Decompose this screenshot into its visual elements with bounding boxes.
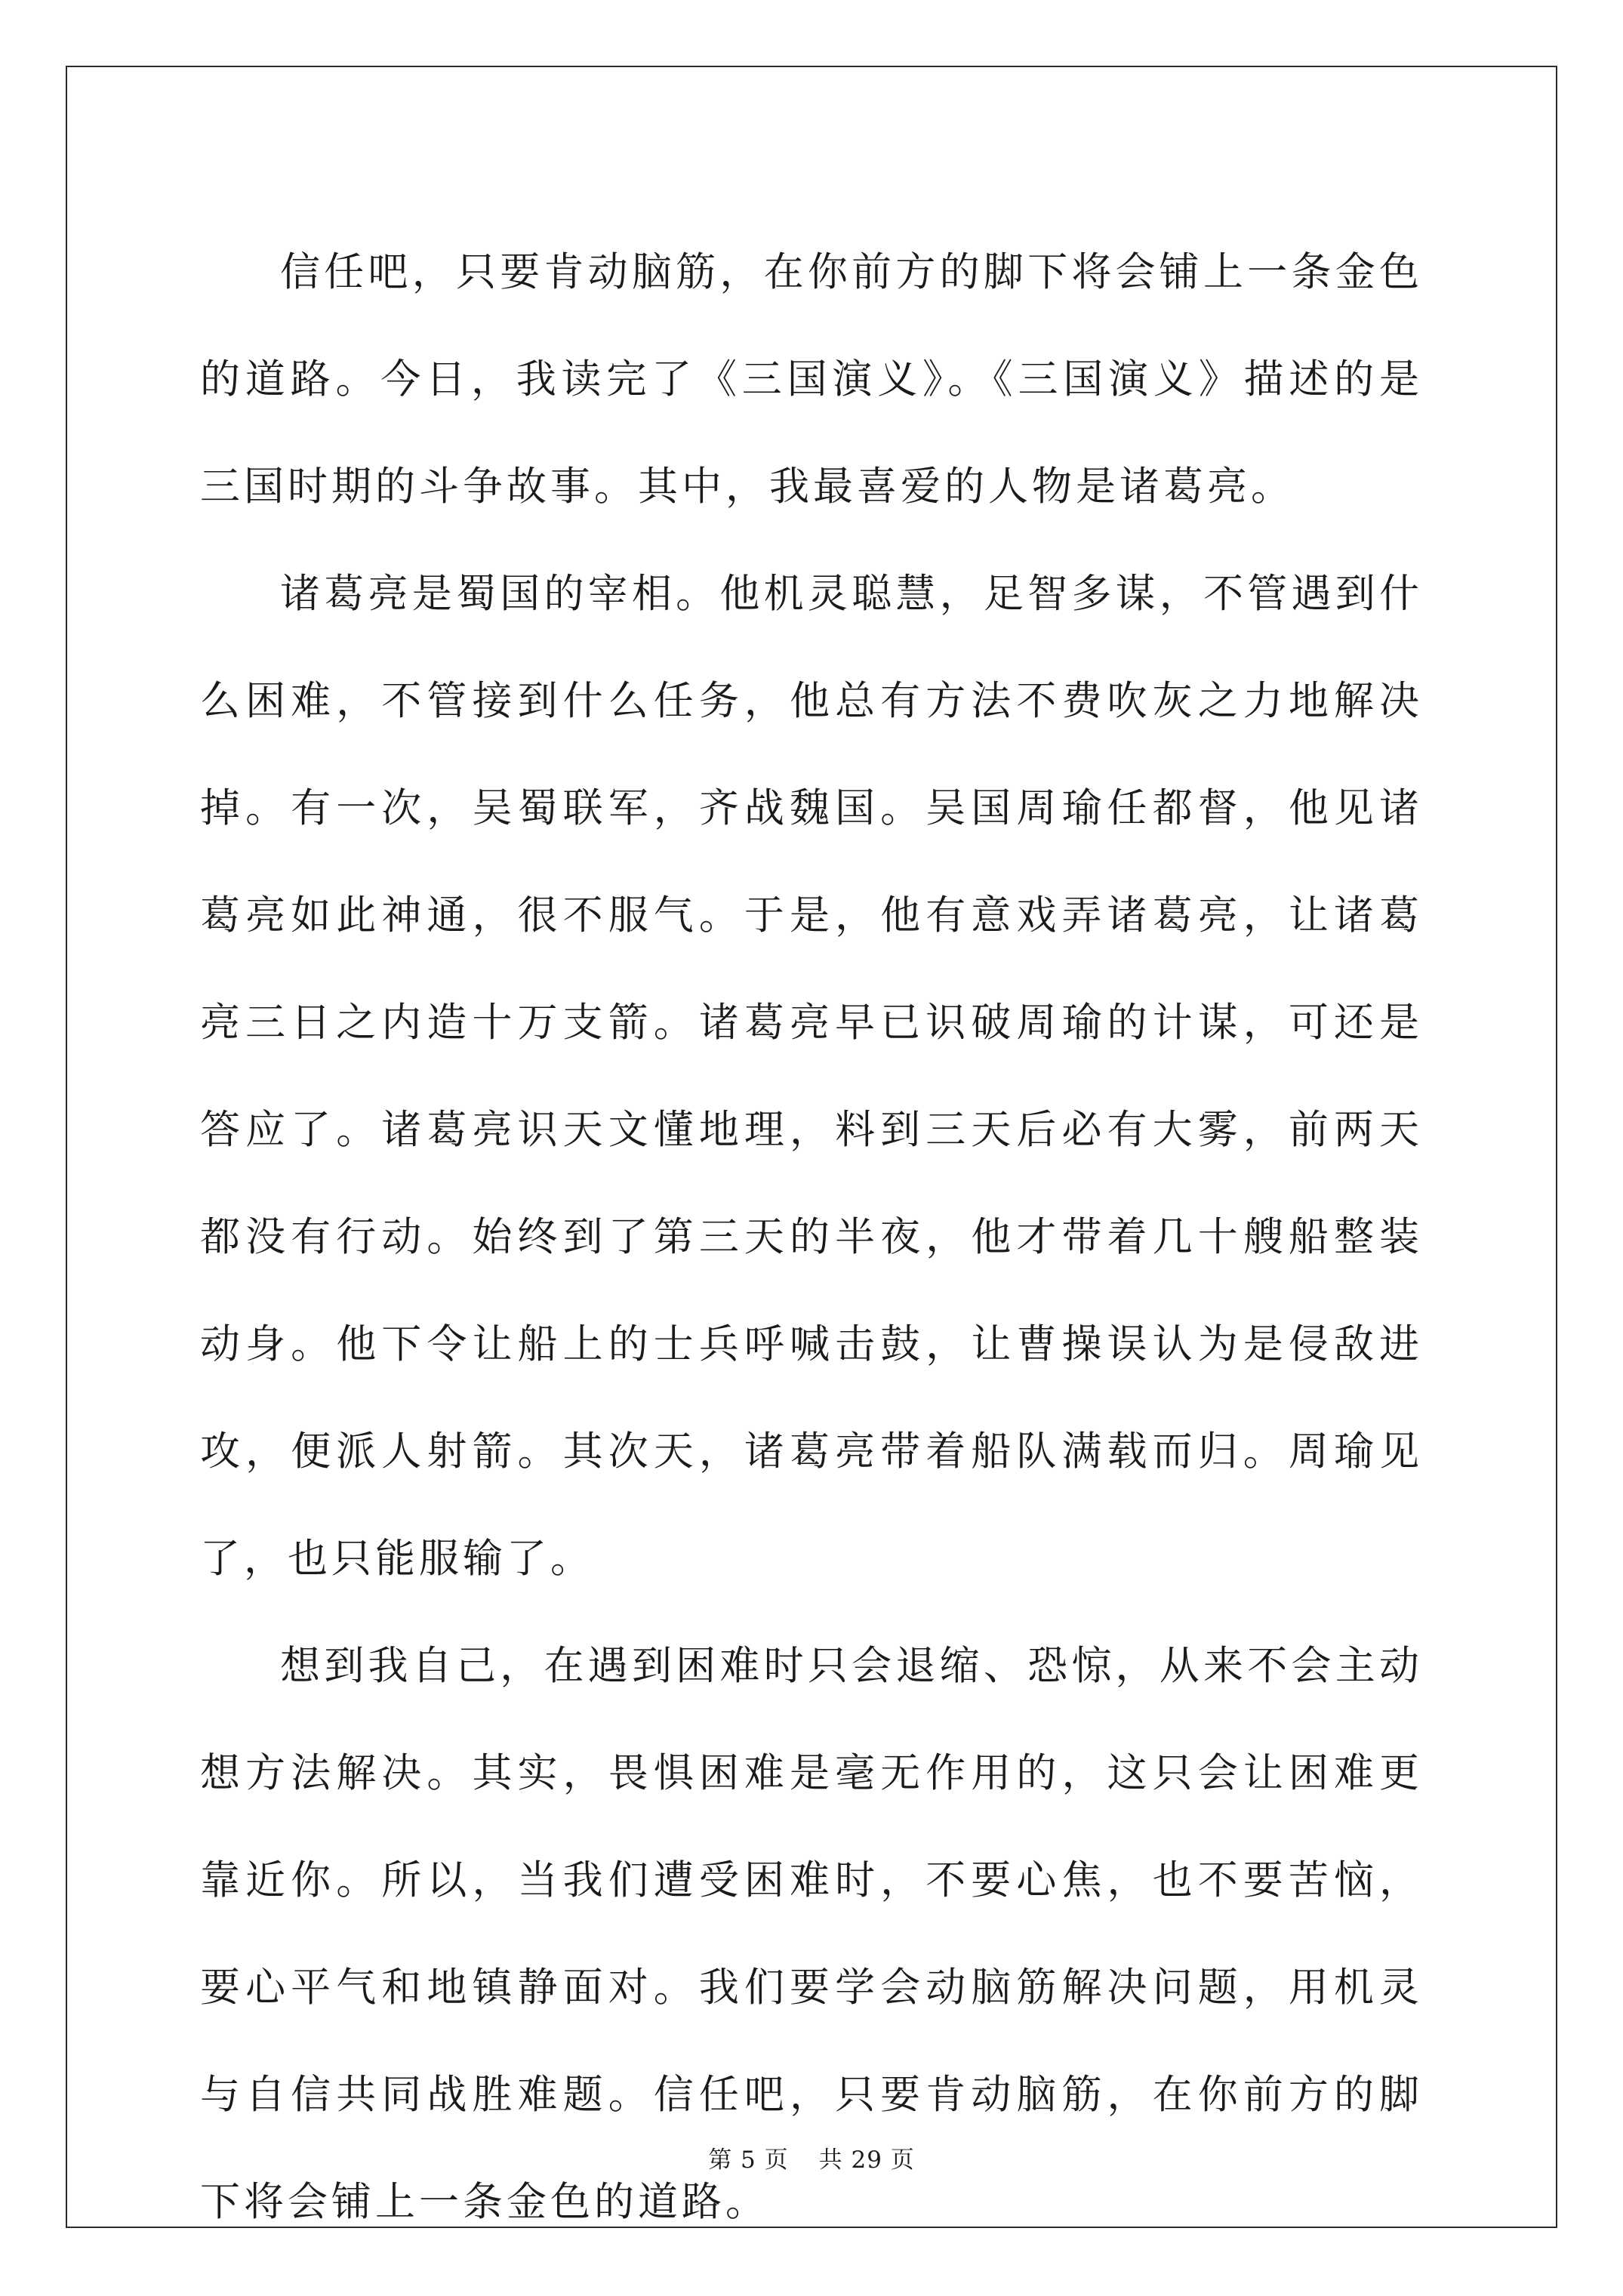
- page-footer: [0, 2140, 1623, 2174]
- total-pages: 共 29 页: [818, 2147, 915, 2174]
- document-body: [200, 219, 1423, 2256]
- paragraph-2: 诸葛亮是蜀国的宰相。他机灵聪慧，足智多谋，不管遇到什么困难，不管接到什么任务，他总有方法不费吹灰之力地解决掉。有一次，吴蜀联军，齐战魏国。吴国周瑜任都督，他见诸葛亮如此神通，很不服气。于是，他有意戏弄诸葛亮，让诸葛亮三日之内造十万支箭。诸葛亮早已识破周瑜的计谋，可还是答应了。诸葛亮识天文懂地理，料到三天后必有大雾，前两天都没有行动。始终到了第三天的半夜，他才带着几十艘船整装动身。他下令让船上的士兵呼喊击鼓，让曹操误认为是侵敌进攻，便派人射箭。其次天，诸葛亮带着船队满载而归。周瑜见了，也只能服输了。: [200, 571, 1423, 1582]
- paragraph-3: 想到我自己，在遇到困难时只会退缩、恐惊，从来不会主动想方法解决。其实，畏惧困难是毫无作用的，这只会让困难更靠近你。所以，当我们遭受困难时，不要心焦，也不要苦恼，要心平气和地镇静面对。我们要学会动脑筋解决问题，用机灵与自信共同战胜难题。信任吧，只要肯动脑筋，在你前方的脚下将会铺上一条金色的道路。: [200, 1643, 1423, 2225]
- page-number: 第 5 页: [708, 2147, 789, 2174]
- paragraph-1: 信任吧，只要肯动脑筋，在你前方的脚下将会铺上一条金色的道路。今日，我读完了《三国演义》。《三国演义》描述的是三国时期的斗争故事。其中，我最喜爱的人物是诸葛亮。: [200, 249, 1423, 510]
